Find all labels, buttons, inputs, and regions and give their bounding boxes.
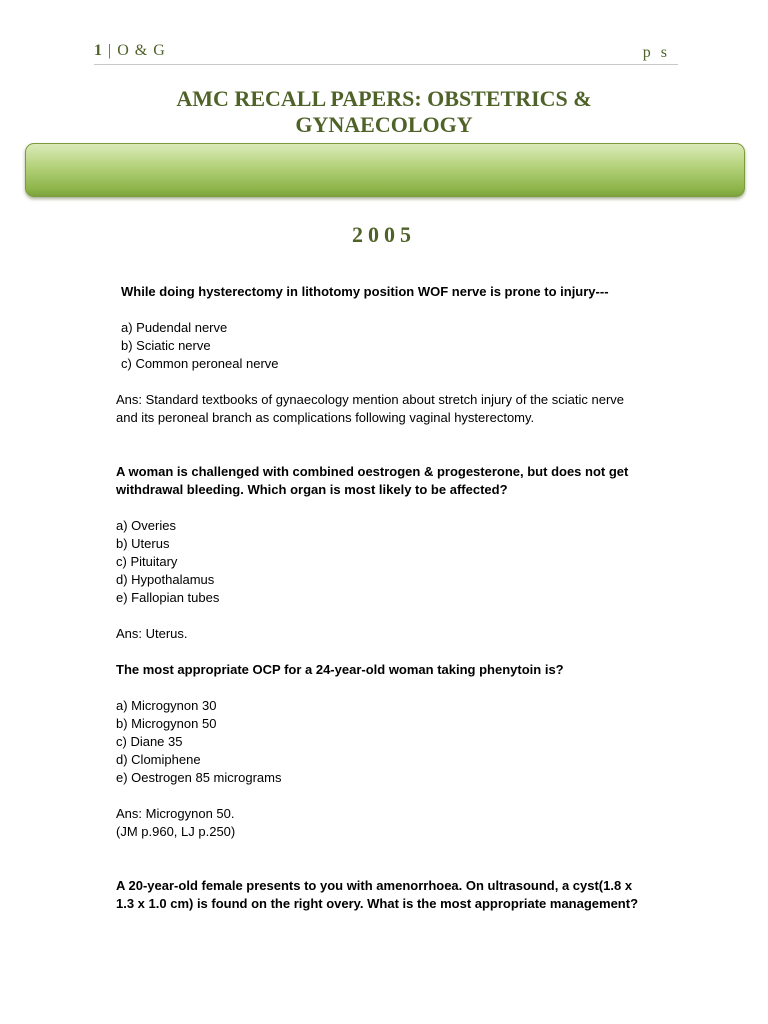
questions-content [116,283,696,913]
page-number: 1 [94,42,103,59]
q2-option-a: a) Overies [116,518,176,533]
section-label: | O & G [108,42,166,59]
q1-answer-line-2: and its peroneal branch as complications following vaginal hysterectomy. [116,410,535,425]
title-line-1: AMC RECALL PAPERS: OBSTETRICS & [176,86,592,111]
question-2-line-2: withdrawal bleeding. Which organ is most likely to be affected? [116,482,508,497]
q3-option-c: c) Diane 35 [116,734,183,749]
q3-option-d: d) Clomiphene [116,752,201,767]
q2-option-b: b) Uterus [116,536,170,551]
q2-option-c: c) Pituitary [116,554,178,569]
q3-option-b: b) Microgynon 50 [116,716,217,731]
q3-reference: (JM p.960, LJ p.250) [116,824,236,839]
q2-option-e: e) Fallopian tubes [116,590,220,605]
question-3: The most appropriate OCP for a 24-year-old woman taking phenytoin is? [116,662,564,677]
page-header-initials: p s [642,44,670,61]
title-line-2: GYNAECOLOGY [295,112,473,137]
q3-option-e: e) Oestrogen 85 micrograms [116,770,282,785]
q3-answer: Ans: Microgynon 50. [116,806,235,821]
header-divider [94,64,678,65]
year-heading: 2005 [352,222,416,247]
question-4-line-1: A 20-year-old female presents to you with amenorrhoea. On ultrasound, a cyst(1.8 x [116,878,633,893]
q3-option-a: a) Microgynon 30 [116,698,217,713]
document-title [100,86,668,138]
q1-answer-line-1: Ans: Standard textbooks of gynaecology mention about stretch injury of the sciatic nerve [116,392,625,407]
q2-answer: Ans: Uterus. [116,626,188,641]
question-2-line-1: A woman is challenged with combined oestrogen & progesterone, but does not get [116,464,629,479]
decorative-banner [25,143,745,197]
page-header-left [94,42,166,60]
question-1: While doing hysterectomy in lithotomy position WOF nerve is prone to injury--- [121,284,609,299]
q2-option-d: d) Hypothalamus [116,572,215,587]
q1-option-b: b) Sciatic nerve [121,338,211,353]
question-4-line-2: 1.3 x 1.0 cm) is found on the right overy. What is the most appropriate management? [116,896,639,911]
q1-option-a: a) Pudendal nerve [121,320,228,335]
q1-option-c: c) Common peroneal nerve [121,356,279,371]
